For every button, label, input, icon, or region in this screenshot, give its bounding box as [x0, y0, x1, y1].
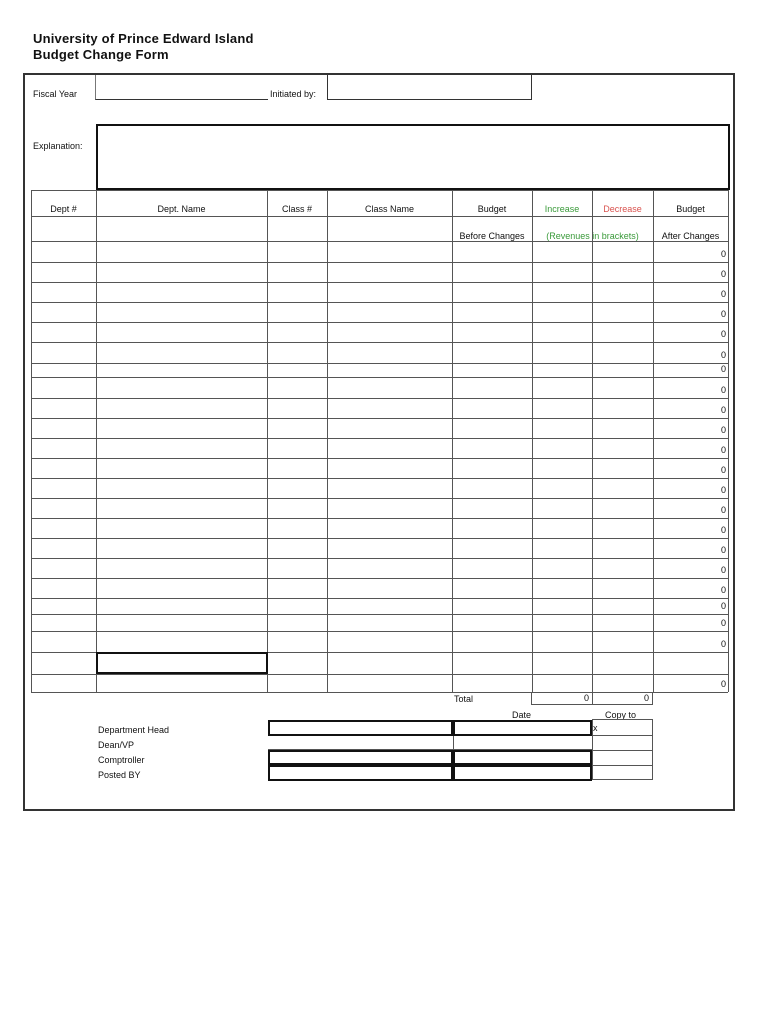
table-row-line — [31, 302, 728, 303]
initiated-by-label: Initiated by: — [270, 89, 317, 99]
comptroller-signature[interactable] — [268, 750, 453, 765]
form-title-university: University of Prince Edward Island — [33, 31, 254, 46]
copy-to-column — [592, 719, 653, 780]
col-increase-header: Increase — [544, 204, 580, 214]
table-row-line — [31, 458, 728, 459]
budget-after-value: 0 — [720, 309, 726, 319]
col-budget-sub: Before Changes — [459, 231, 525, 241]
total-increase-cell — [531, 692, 592, 705]
budget-after-value: 0 — [720, 425, 726, 435]
explanation-field[interactable] — [96, 124, 730, 190]
budget-after-value: 0 — [720, 505, 726, 515]
budget-after-value: 0 — [720, 679, 726, 689]
table-row-line — [31, 538, 728, 539]
table-row-line — [31, 241, 728, 242]
table-column-line — [452, 190, 453, 692]
total-increase-value: 0 — [583, 693, 589, 703]
table-row-line — [31, 342, 728, 343]
after-values-column — [653, 190, 728, 692]
budget-after-value: 0 — [720, 364, 726, 374]
fiscal-year-label: Fiscal Year — [33, 89, 78, 99]
budget-after-value: 0 — [720, 249, 726, 259]
budget-after-value: 0 — [720, 465, 726, 475]
dean-vp-signature[interactable] — [268, 736, 453, 750]
comptroller-label: Comptroller — [98, 755, 145, 765]
table-row-line — [31, 282, 728, 283]
table-row-line — [31, 398, 728, 399]
dean-vp-label: Dean/VP — [98, 740, 135, 750]
table-row-line — [31, 498, 728, 499]
initiated-by-field[interactable] — [327, 75, 532, 100]
posted-by-label: Posted BY — [98, 770, 141, 780]
table-column-line — [96, 190, 97, 692]
budget-after-value: 0 — [720, 289, 726, 299]
budget-after-value: 0 — [720, 639, 726, 649]
table-row-line — [31, 262, 728, 263]
budget-after-value: 0 — [720, 385, 726, 395]
table-row-line — [31, 518, 728, 519]
col-dept-name-header: Dept. Name — [157, 204, 206, 214]
table-row-line — [31, 363, 728, 364]
table-row-line — [31, 631, 728, 632]
explanation-label: Explanation: — [33, 141, 83, 151]
table-row-line — [31, 674, 728, 675]
table-row-line — [31, 377, 728, 378]
copy-to-mark: x — [593, 723, 598, 733]
col-budget-after-sub: After Changes — [661, 231, 720, 241]
col-dept-header: Dept # — [50, 204, 77, 214]
budget-table — [31, 190, 728, 692]
table-row-line — [31, 578, 728, 579]
table-row-line — [31, 190, 728, 191]
form-title: Budget Change Form — [33, 47, 169, 62]
department-head-date[interactable] — [453, 720, 592, 736]
table-row-line — [31, 438, 728, 439]
table-row-line — [31, 478, 728, 479]
selected-cell[interactable] — [96, 652, 268, 674]
posted-by-signature[interactable] — [268, 765, 453, 781]
table-column-line — [31, 190, 32, 692]
table-column-line — [327, 190, 328, 692]
date-label: Date — [512, 710, 532, 720]
total-label: Total — [454, 694, 474, 704]
table-column-line — [532, 190, 533, 692]
budget-after-value: 0 — [720, 485, 726, 495]
table-row-line — [31, 558, 728, 559]
col-class-header: Class # — [281, 204, 312, 214]
fiscal-year-field[interactable] — [95, 75, 268, 100]
table-row-line — [31, 418, 728, 419]
department-head-label: Department Head — [98, 725, 170, 735]
budget-after-value: 0 — [720, 350, 726, 360]
budget-after-value: 0 — [720, 269, 726, 279]
budget-after-value: 0 — [720, 545, 726, 555]
table-row-line — [31, 216, 728, 217]
col-budget-after-header: Budget — [676, 204, 705, 214]
table-column-line — [592, 190, 593, 692]
total-decrease-value: 0 — [643, 693, 649, 703]
total-decrease-cell — [592, 692, 653, 705]
table-row-line — [31, 322, 728, 323]
budget-after-value: 0 — [720, 618, 726, 628]
budget-after-value: 0 — [720, 525, 726, 535]
col-budget-header: Budget — [477, 204, 507, 214]
budget-after-value: 0 — [720, 445, 726, 455]
comptroller-date[interactable] — [453, 750, 592, 765]
col-class-name-header: Class Name — [364, 204, 414, 214]
table-row-line — [31, 598, 728, 599]
department-head-signature[interactable] — [268, 720, 453, 736]
budget-after-value: 0 — [720, 565, 726, 575]
budget-after-value: 0 — [720, 405, 726, 415]
col-decrease-header: Decrease — [603, 204, 642, 214]
table-column-line — [728, 190, 729, 692]
table-column-line — [267, 190, 268, 692]
budget-after-value: 0 — [720, 601, 726, 611]
budget-after-value: 0 — [720, 329, 726, 339]
posted-by-date[interactable] — [453, 765, 592, 781]
table-row-line — [31, 614, 728, 615]
copy-to-label: Copy to — [605, 710, 637, 720]
budget-after-value: 0 — [720, 585, 726, 595]
dean-vp-date[interactable] — [453, 736, 592, 750]
col-inc-dec-sub: (Revenues in brackets) — [546, 231, 639, 241]
